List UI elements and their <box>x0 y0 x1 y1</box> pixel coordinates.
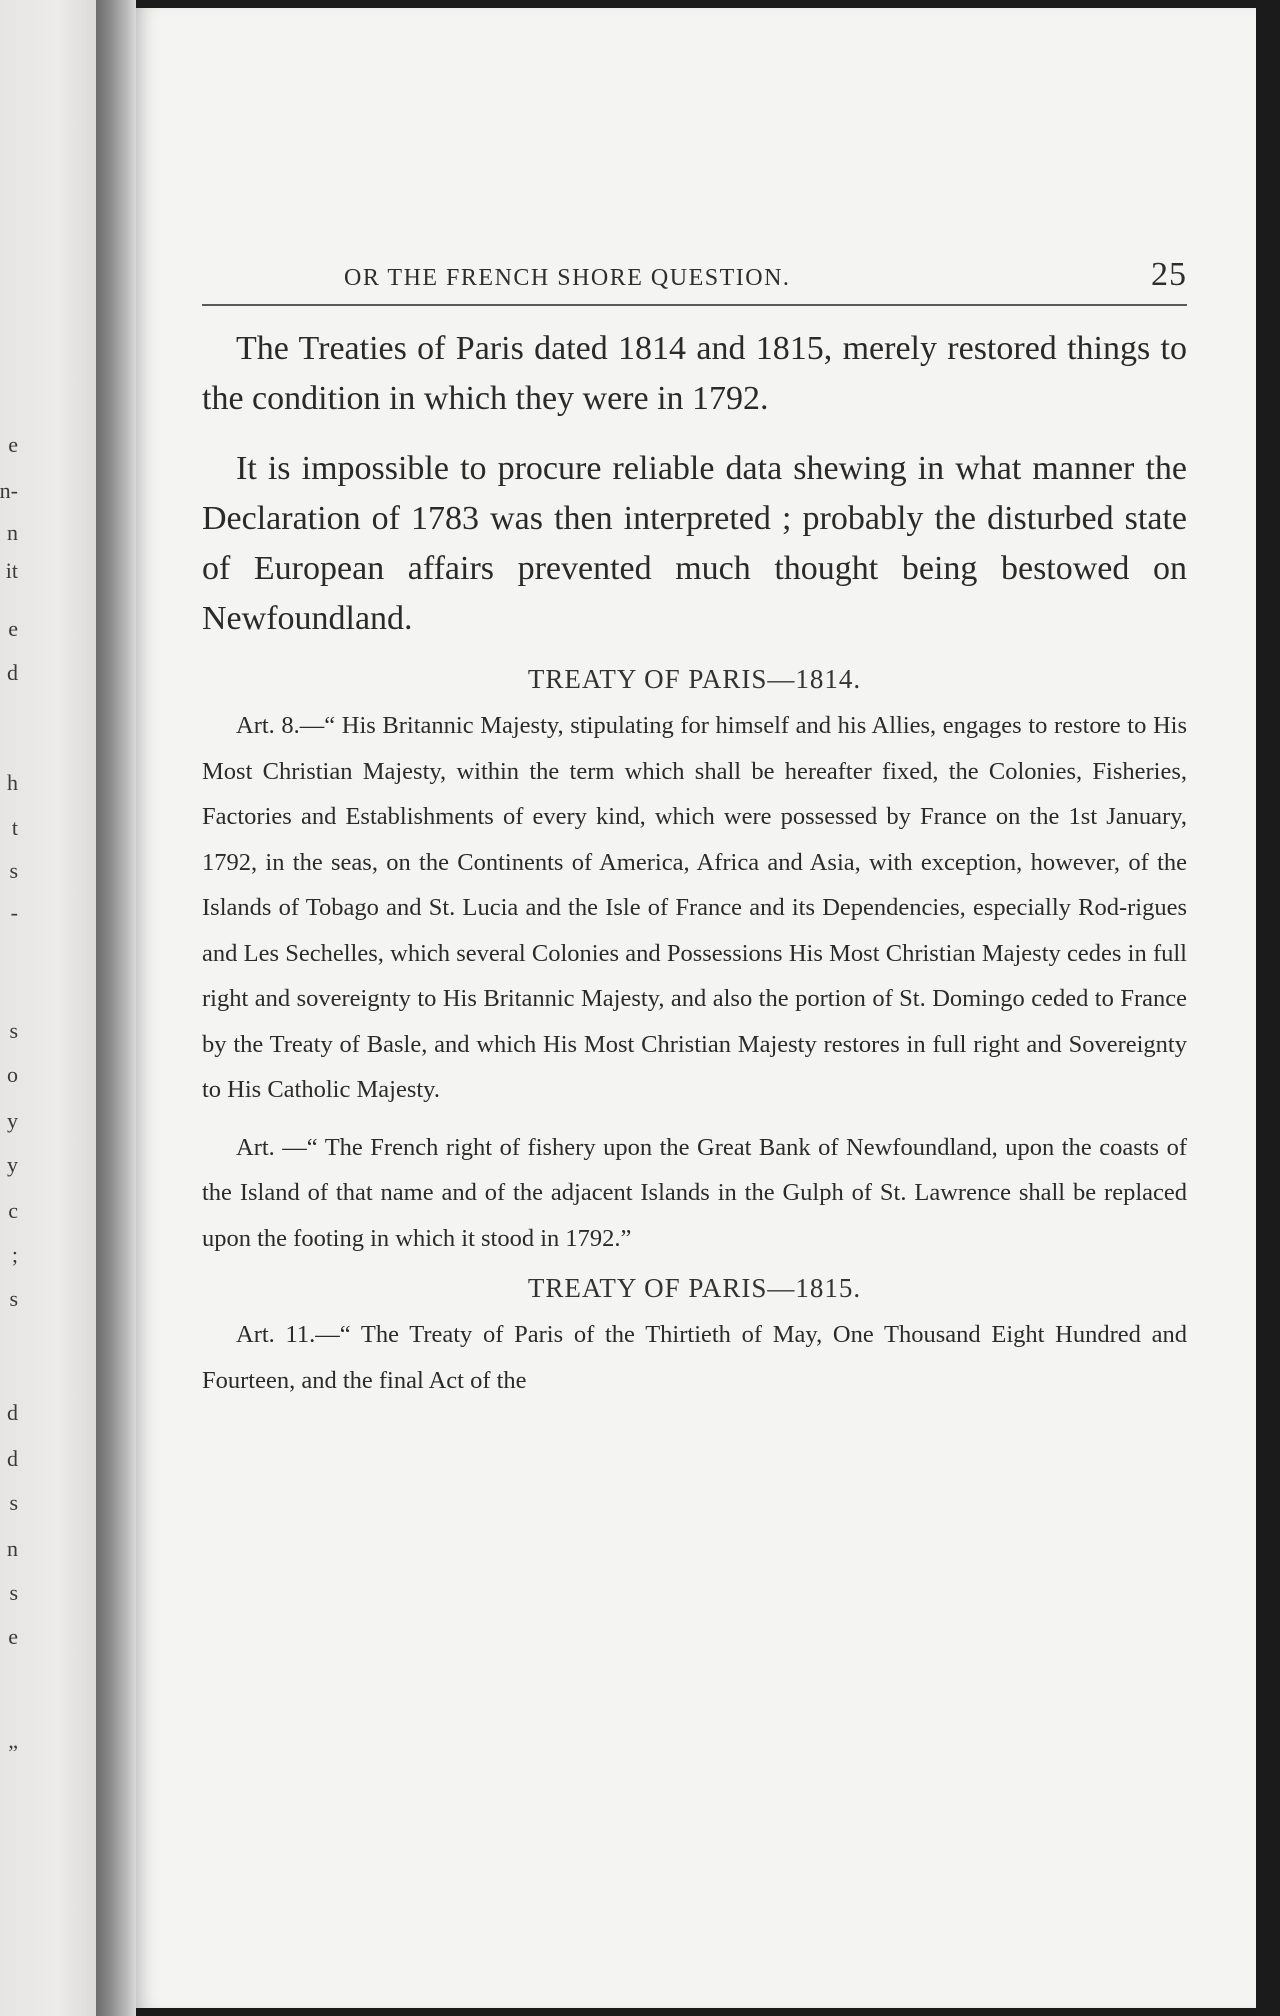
section-heading-treaty-1815: TREATY OF PARIS—1815. <box>527 1273 862 1303</box>
header-rule <box>202 304 1187 306</box>
facing-page-letter: s <box>9 1018 18 1043</box>
facing-page-letter: o <box>7 1062 18 1087</box>
facing-page-letter: e <box>8 432 18 457</box>
intro-paragraph: It is impossible to procure reliable data shewing in what manner the Declaration of 1783 was then interpreted ; probably the disturbed state of European affairs prevented much thought being bestowed on Newfoundland. <box>202 450 1187 637</box>
running-title: OR THE FRENCH SHORE QUESTION. <box>344 265 791 291</box>
facing-page-letter: n <box>7 1536 18 1561</box>
page-number: 25 <box>1151 256 1187 293</box>
facing-page-letter: d <box>7 1400 18 1425</box>
section-heading-treaty-1814: TREATY OF PARIS—1814. <box>527 664 862 694</box>
facing-page-letter: - <box>10 900 18 925</box>
scan-border <box>1256 0 1280 2016</box>
facing-page-letter: d <box>7 660 18 685</box>
facing-page-letter: it <box>5 558 18 583</box>
facing-page-letter: e <box>8 1624 18 1649</box>
facing-page-edge-text <box>0 0 26 2016</box>
facing-page-letter: y <box>7 1152 18 1177</box>
treaty-article: Art. —“ The French right of fishery upon the Great Bank of Newfoundland, upon the coasts of the Island of that name and of the adjacent Islands in the Gulph of St. Lawrence shall be replaced upon the footing in which it stood in 1792.” <box>202 1133 1187 1252</box>
facing-page-letter: h <box>7 770 18 795</box>
facing-page-letter: s <box>9 1580 18 1605</box>
facing-page <box>0 0 96 2016</box>
facing-page-letter: s <box>9 1490 18 1515</box>
facing-page-letter: ; <box>11 1242 18 1267</box>
facing-page-letter: ” <box>8 1740 18 1765</box>
facing-page-letter: e <box>8 616 18 641</box>
treaty-article: Art. 11.—“ The Treaty of Paris of the Thirtieth of May, One Thousand Eight Hundred and Fourteen, and the final Act of the <box>202 1321 1187 1394</box>
page-text-block <box>202 256 1187 1415</box>
running-head <box>202 256 1187 294</box>
facing-page-letter: c <box>8 1198 18 1223</box>
book-gutter <box>96 0 136 2016</box>
facing-page-letter: d <box>7 1446 18 1471</box>
treaty-article: Art. 8.—“ His Britannic Majesty, stipulating for himself and his Allies, engages to restore to His Most Christian Majesty, within the term which shall be hereafter fixed, the Colonies, Fisheries, Factories and Establishments of every kind, which were possessed by France on the 1st January, 1792, in the seas, on the Continents of America, Africa and Asia, with exception, however, of the Islands of Tobago and St. Lucia and the Isle of France and its Dependencies, especially Rod-rigues and Les Sechelles, which several Colonies and Possessions His Most Christian Majesty cedes in full right and sovereignty to His Britannic Majesty, and also the portion of St. Domingo ceded to France by the Treaty of Basle, and which His Most Christian Majesty restores in full right and Sovereignty to His Catholic Majesty. <box>202 712 1187 1103</box>
book-page <box>136 8 1256 2008</box>
facing-page-letter: y <box>7 1108 18 1133</box>
facing-page-letter: s <box>9 858 18 883</box>
facing-page-letter: s <box>9 1286 18 1311</box>
facing-page-letter: n- <box>0 478 18 503</box>
intro-paragraph: The Treaties of Paris dated 1814 and 1815, merely restored things to the condition in which they were in 1792. <box>202 330 1187 417</box>
facing-page-letter: n <box>7 520 18 545</box>
facing-page-letter: t <box>11 815 18 840</box>
